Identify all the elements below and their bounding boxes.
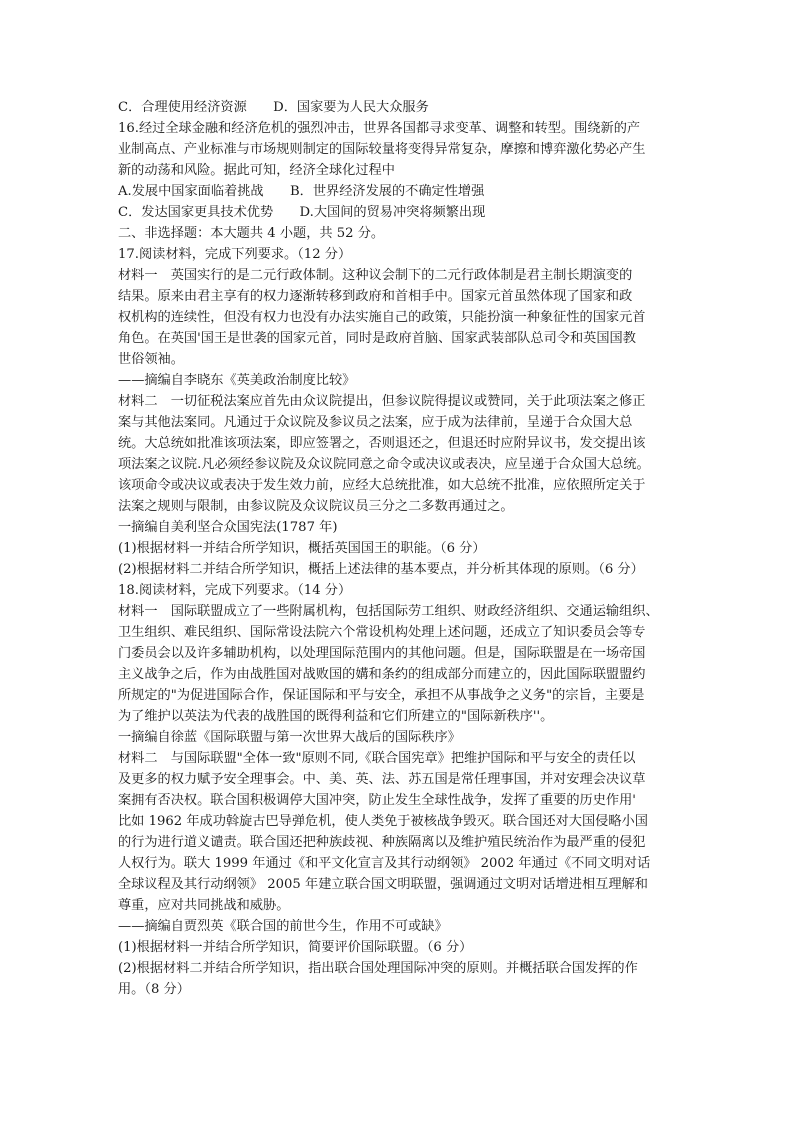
source-citation: ——摘编自李晓东《英美政治制度比较》 (118, 373, 356, 388)
text-line: 法案之规则与限制，由参议院及众议院议员三分之二多数再通过之。 (118, 499, 514, 514)
text-line: 的行为进行道义谴责。联合国还把种族歧视、种族隔离以及维护殖民统治作为最严重的侵犯 (118, 835, 646, 850)
text-line: 门委员会以及许多辅助机构，以处理国际范围内的其他问题。但是，国际联盟是在一场帝国 (118, 646, 646, 661)
text-line: 及更多的权力赋予安全理事会。中、美、英、法、苏五国是常任理事国，并对安理会决议草 (118, 772, 646, 787)
source-citation: ——摘编自贾烈英《联合国的前世今生，作用不可或缺》 (118, 919, 448, 934)
text-line: 项法案之议院.凡必须经参议院及众议院同意之命令或决议或表决，应呈递于合众国大总统。 (118, 457, 650, 472)
exam-page-body (118, 97, 678, 1000)
sub-question: (1)根据材料一并结合所学知识，概括英国国王的职能。（6 分） (118, 541, 486, 556)
text-line: 角色。在英国'国王是世袭的国家元首，同时是政府首脑、国家武装部队总司令和英国国教 (118, 331, 636, 346)
text-line: 主义战争之后，作为由战胜国对战败国的媾和条约的组成部分而建立的，因此国际联盟盟约 (118, 667, 646, 682)
question-stem: 17.阅读材料，完成下列要求。（12 分） (118, 247, 352, 262)
text-line: C．合理使用经济资源 D．国家要为人民大众服务 (118, 100, 429, 115)
text-line: 业制高点、产业标准与市场规则制定的国际较量将变得异常复杂，摩擦和博弈激化势必产生 (118, 142, 646, 157)
text-line: 材料二 一切征税法案应首先由众议院提出，但参议院得提议或赞同，关于此项法案之修正 (118, 394, 646, 409)
text-line: 权机构的连续性，但没有权力也没有办法实施自己的政策，只能扮演一种象征性的国家元首 (118, 310, 646, 325)
text-line: 材料一 英国实行的是二元行政体制。这种议会制下的二元行政体制是君主制长期演变的 (118, 268, 633, 283)
sub-question: (2)根据材料二并结合所学知识，指出联合国处理国际冲突的原则。并概括联合国发挥的作 (118, 961, 638, 976)
section-heading: 二、非选择题：本大题共 4 小题，共 52 分。 (118, 226, 385, 241)
question-stem: 18.阅读材料，完成下列要求。（14 分） (118, 583, 352, 598)
text-line: 该项命令或决议或表决于发生效力前，应经大总统批准，如大总统不批准，应依照所定关于 (118, 478, 646, 493)
source-citation: 一摘编自徐蓝《国际联盟与第一次世界大战后的国际秩序》 (118, 730, 461, 745)
text-line: 新的动荡和风险。据此可知，经济全球化过程中 (118, 163, 395, 178)
text-line: 材料一 国际联盟成立了一些附属机构，包括国际劳工组织、财政经济组织、交通运输组织、 (118, 604, 659, 619)
source-citation: 一摘编自美利坚合众国宪法(1787 年) (118, 520, 338, 535)
sub-question: (1)根据材料一并结合所学知识，简要评价国际联盟。（6 分） (118, 940, 473, 955)
text-line: 材料二 与国际联盟"全体一致"原则不同,《联合国宪章》把维护国际和平与安全的责任以 (118, 751, 636, 766)
text-line: 所规定的"为促进国际合作，保证国际和平与安全，承担不从事战争之义务"的宗旨，主要是 (118, 688, 645, 703)
text-line: 比如 1962 年成功斡旋古巴导弹危机，使人类免于被核战争毁灭。联合国还对大国侵略小国 (118, 814, 648, 829)
text-line: 统。大总统如批准该项法案，即应签署之，否则退还之，但退还时应附异议书，发交提出该 (118, 436, 646, 451)
text-line: 卫生组织、难民组织、国际常设法院六个常设机构处理上述问题，还成立了知识委员会等专 (118, 625, 646, 640)
sub-question: 用。（8 分） (118, 982, 190, 997)
text-line: 16.经过全球金融和经济危机的强烈冲击，世界各国都寻求变革、调整和转型。围绕新的产 (118, 121, 641, 136)
sub-question: (2)根据材料二并结合所学知识，概括上述法律的基本要点，并分析其体现的原则。（6 分） (118, 562, 644, 577)
text-line: 为了维护以英法为代表的战胜国的既得利益和它们所建立的"国际新秩序''。 (118, 709, 554, 724)
text-line: 尊重，应对共同挑战和威胁。 (118, 898, 290, 913)
text-line: 案与其他法案同。凡通过于众议院及参议员之法案，应于成为法律前，呈递于合众国大总 (118, 415, 633, 430)
text-line: C．发达国家更具技术优势 D.大国间的贸易冲突将频繁出现 (118, 205, 486, 220)
text-line: 全球议程及其行动纲领》 2005 年建立联合国文明联盟，强调通过文明对话增进相互理解和 (118, 877, 648, 892)
text-line: A.发展中国家面临着挑战 B．世界经济发展的不确定性增强 (118, 184, 485, 199)
text-line: 人权行为。联大 1999 年通过《和平文化宣言及其行动纲领》 2002 年通过《不同文明对话 (118, 856, 651, 871)
text-line: 世俗领袖。 (118, 352, 184, 367)
text-line: 结果。原来由君主享有的权力逐渐转移到政府和首相手中。国家元首虽然体现了国家和政 (118, 289, 633, 304)
text-line: 案拥有否决权。联合国积极调停大国冲突，防止发生全球性战争，发挥了重要的历史作用' (118, 793, 636, 808)
